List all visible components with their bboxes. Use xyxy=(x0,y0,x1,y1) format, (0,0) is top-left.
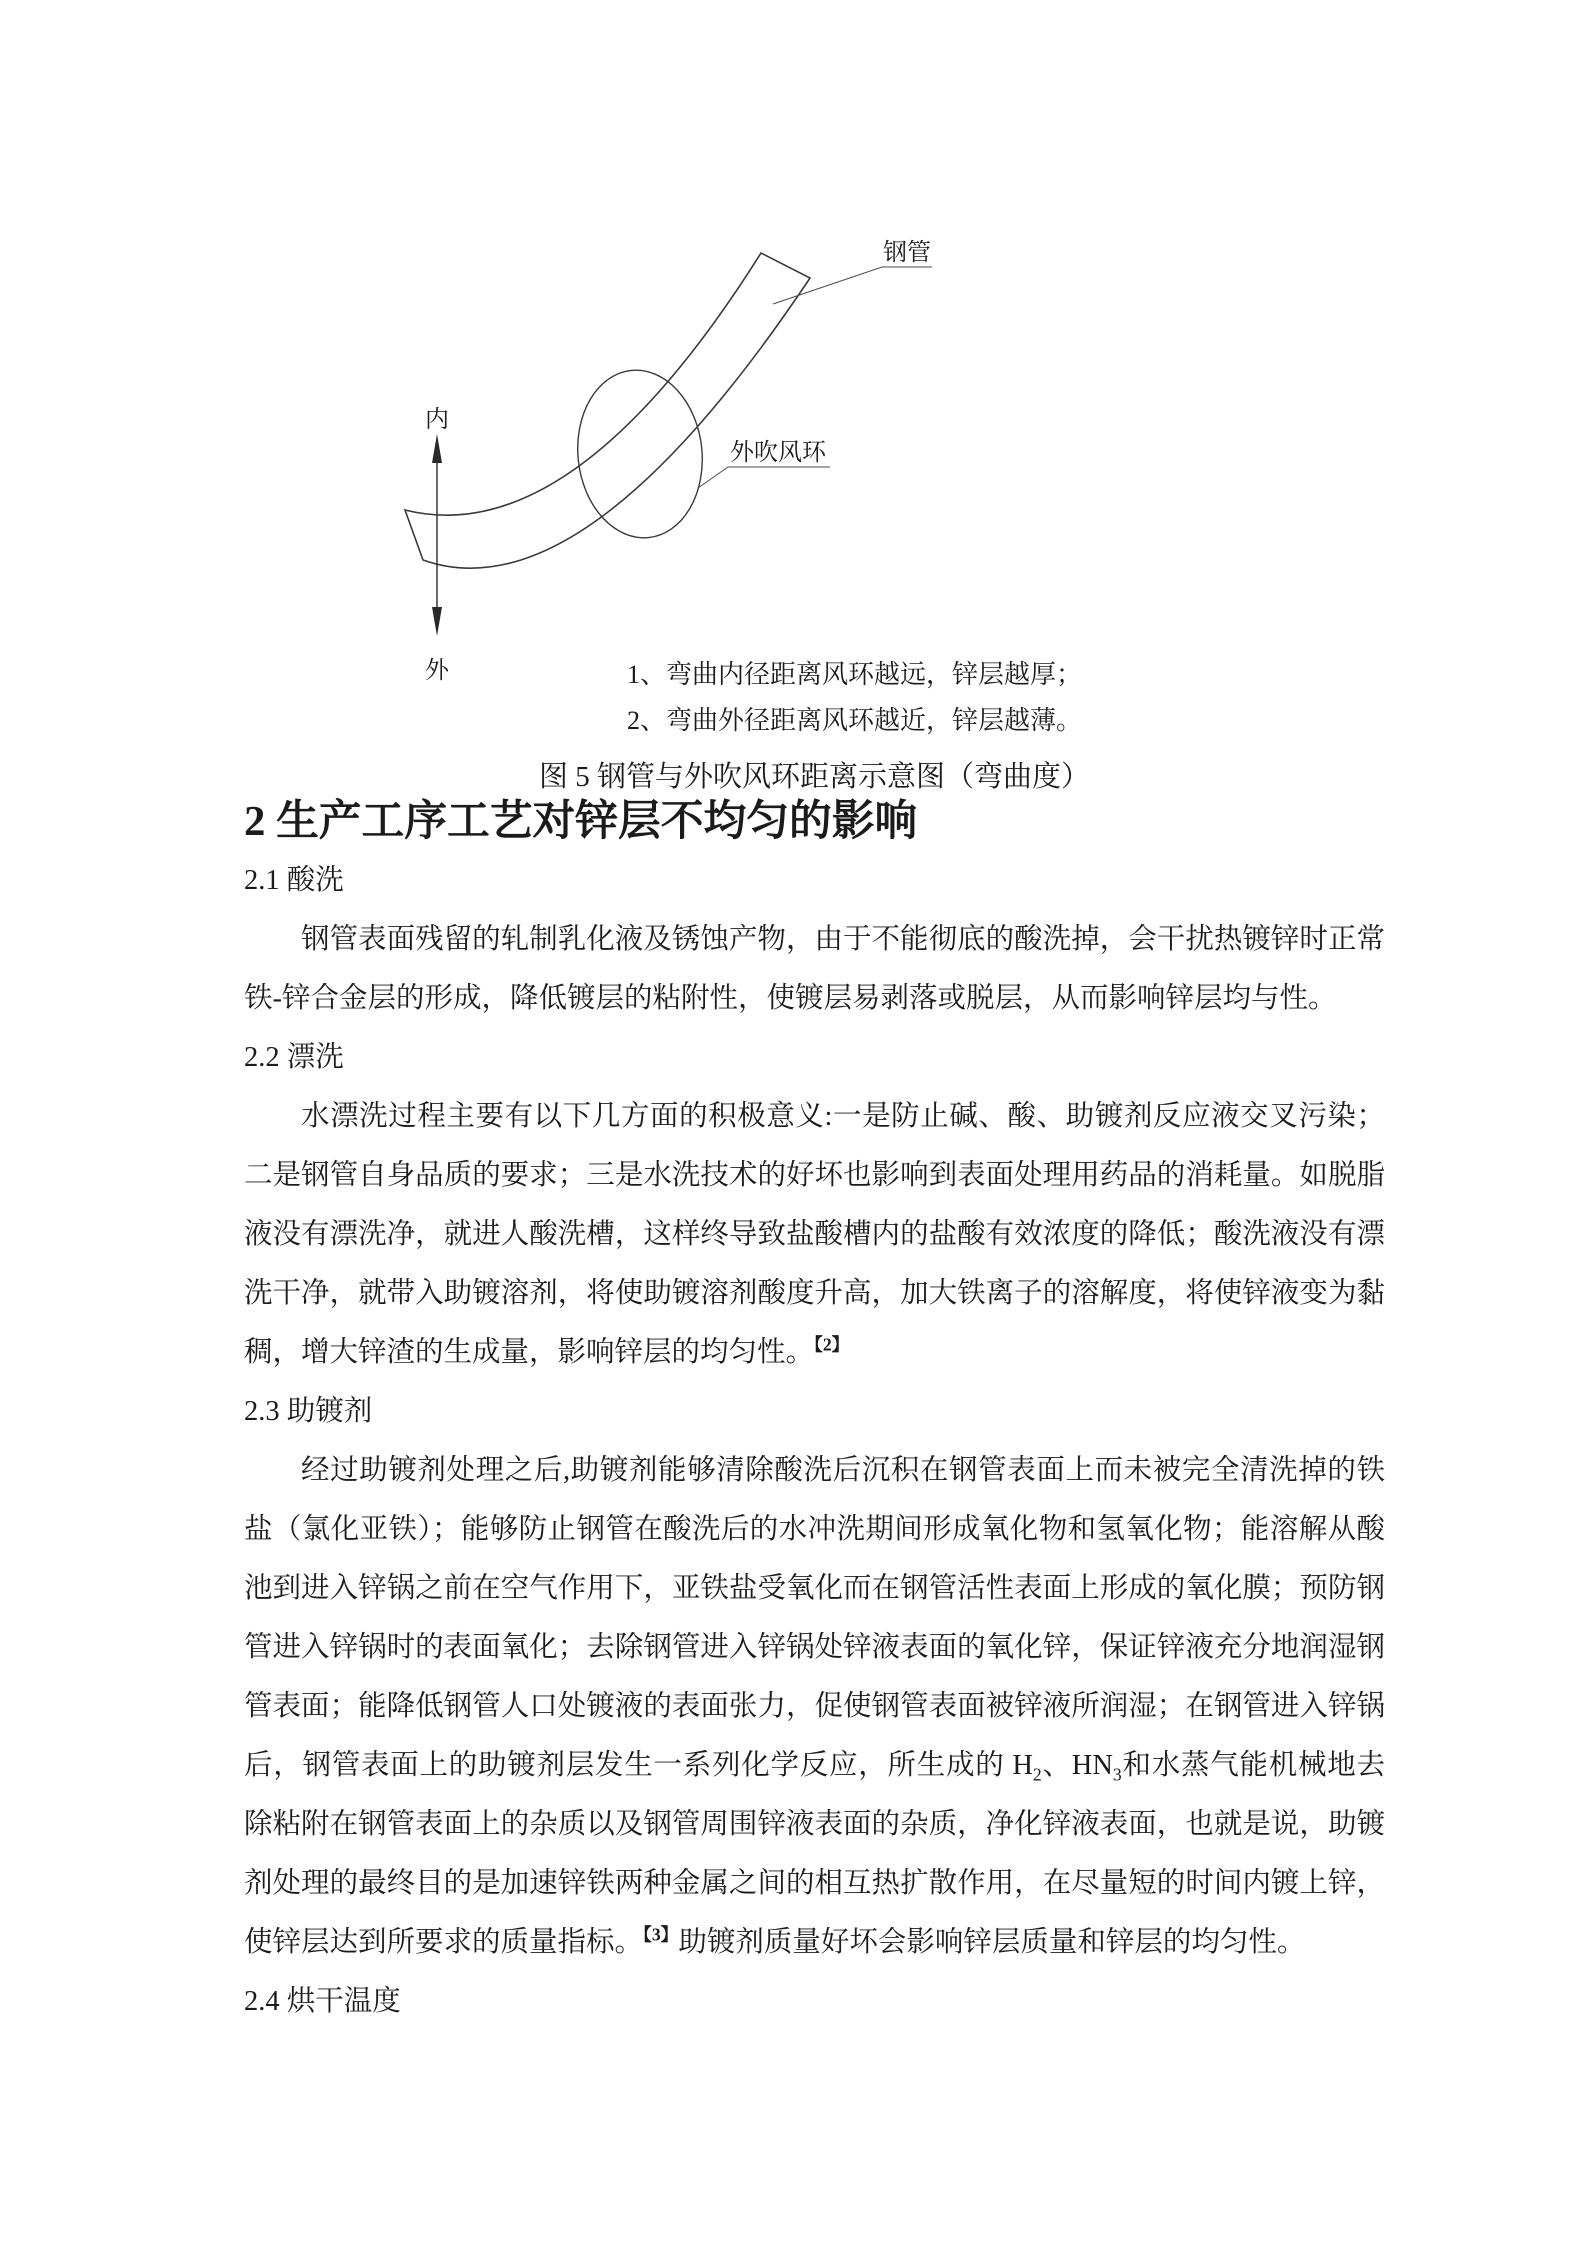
text-run: 经过助镀剂处理之后,助镀剂能够清除酸洗后沉积在钢管表面上而未被完全清洗掉的铁盐（氯化亚铁）；能够防止钢管在酸洗后的水冲洗期间形成氧化物和氢氧化物；能溶解从酸池到进入锌锅之前在空气作用下，亚铁盐受氧化而在钢管活性表面上形成的氧化膜；预防钢管进入锌锅时的表面氧化；去除钢管进入锌锅处锌液表面的氧化锌，保证锌液充分地润湿钢管表面；能降低钢管人口处镀液的表面张力，促使钢管表面被锌液所润湿；在钢管进入锌锅后，钢管表面上的助镀剂层发生一系列化学反应，所生成的 H xyxy=(244,1455,1385,1781)
text-run: 、HN xyxy=(1041,1750,1113,1781)
text-run: 和水蒸气能机械地去除粘附在钢管表面上的杂质以及钢管周围锌液表面的杂质，净化锌液表面，也就是说，助镀剂处理的最终目的是加速锌铁两种金属之间的相互热扩散作用，在尽量短的时间内镀上锌，使锌层达到所要求的质量指标。 xyxy=(244,1750,1385,1958)
paragraph xyxy=(244,1441,1385,1972)
text-run: 水漂洗过程主要有以下几方面的积极意义:一是防止碱、酸、助镀剂反应液交叉污染；二是钢管自身品质的要求；三是水洗技术的好坏也影响到表面处理用药品的消耗量。如脱脂液没有漂洗净，就进人酸洗槽，这样终导致盐酸槽内的盐酸有效浓度的降低；酸洗液没有漂洗干净，就带入助镀溶剂，将使助镀溶剂酸度升高，加大铁离子的溶解度，将使锌液变为黏稠，增大锌渣的生成量，影响锌层的均匀性。 xyxy=(244,1101,1385,1368)
document-body xyxy=(244,792,1385,2031)
citation-ref: 【3】 xyxy=(643,1924,679,1945)
arrow-up-head-icon xyxy=(432,434,442,463)
steel-pipe-outline xyxy=(405,253,810,568)
sections-container xyxy=(244,851,1385,2031)
text-run: 助镀剂质量好坏会影响锌层质量和锌层的均匀性。 xyxy=(678,1927,1306,1958)
figure-note-2: 2、弯曲外径距离风环越近，锌层越薄。 xyxy=(627,706,1083,735)
figure-caption: 图 5 钢管与外吹风环距离示意图（弯曲度） xyxy=(538,761,1090,793)
paragraph xyxy=(244,910,1385,1028)
air-ring-leader-line xyxy=(698,467,830,488)
figure-note-1: 1、弯曲内径距离风环越远，锌层越厚； xyxy=(627,660,1083,689)
pipe-label: 钢管 xyxy=(883,240,931,266)
inner-side-label: 内 xyxy=(425,407,449,433)
arrow-down-head-icon xyxy=(432,607,442,636)
subsection-title: 2.2 漂洗 xyxy=(244,1042,344,1073)
subsection-title: 2.1 酸洗 xyxy=(244,865,344,896)
subsection-title: 2.3 助镀剂 xyxy=(244,1396,373,1427)
text-run: 钢管表面残留的轧制乳化液及锈蚀产物，由于不能彻底的酸洗掉，会干扰热镀锌时正常铁-锌合金层的形成，降低镀层的粘附性，使镀层易剥落或脱层，从而影响锌层均与性。 xyxy=(244,924,1385,1014)
air-ring-ellipse xyxy=(570,364,711,544)
figure-notes xyxy=(627,652,1082,744)
citation-ref: 【2】 xyxy=(814,1334,850,1355)
pipe-air-ring-diagram xyxy=(380,230,960,700)
chemical-subscript: 3 xyxy=(1112,1764,1122,1785)
subsection-title: 2.4 烘干温度 xyxy=(244,1986,401,2017)
section-heading: 2 生产工序工艺对锌层不均匀的影响 xyxy=(244,798,918,845)
figure-5 xyxy=(244,230,1385,793)
air-ring-label: 外吹风环 xyxy=(730,440,826,466)
chemical-subscript: 2 xyxy=(1032,1764,1042,1785)
paragraph xyxy=(244,1087,1385,1382)
outer-side-label: 外 xyxy=(425,658,449,684)
